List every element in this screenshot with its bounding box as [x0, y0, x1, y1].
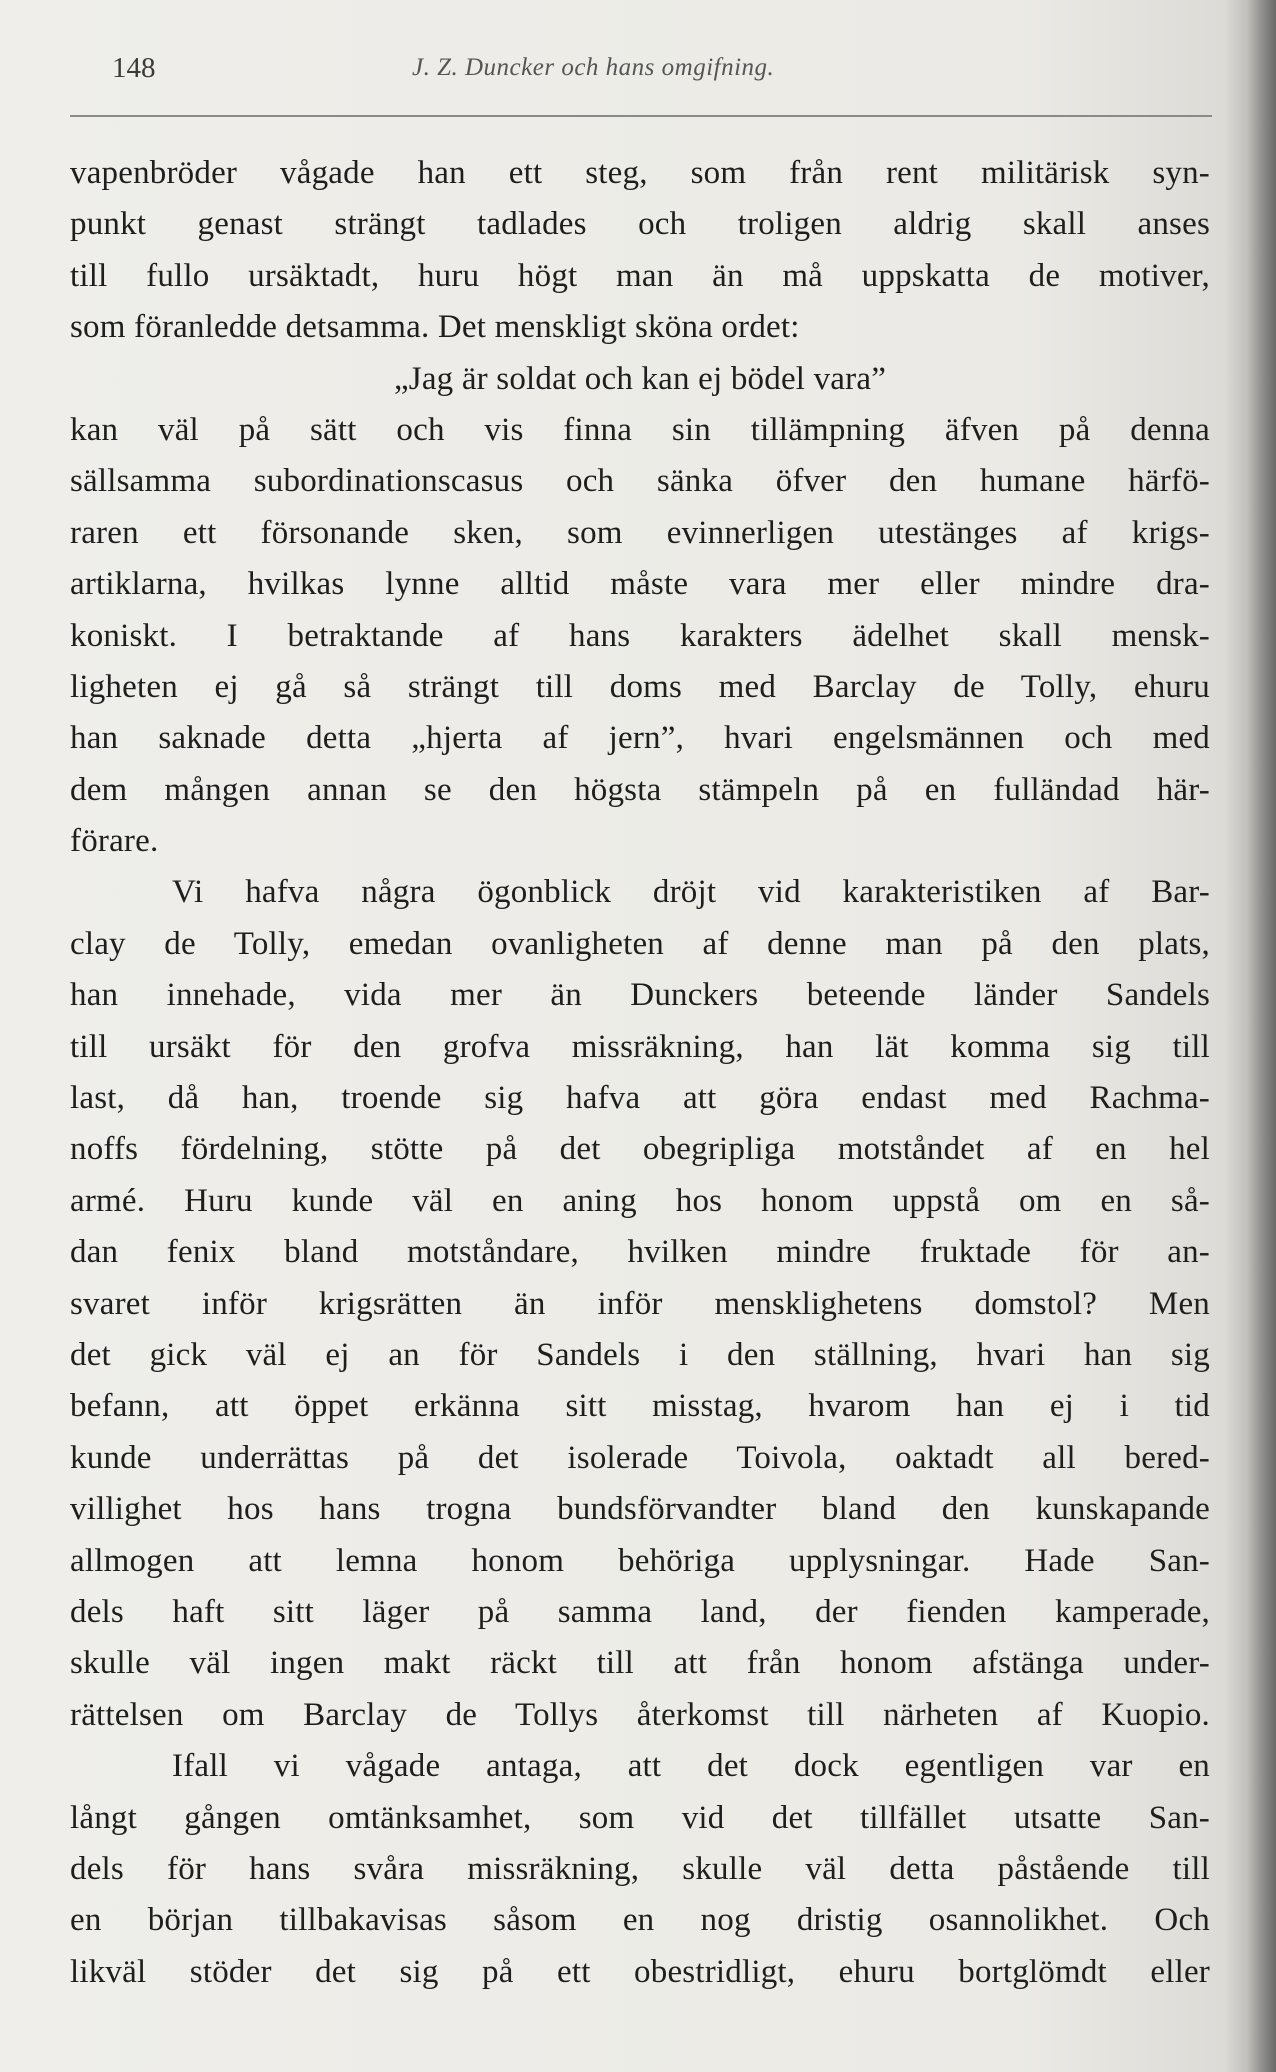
text-line: dels haft sitt läger på samma land, der fienden kamperade,	[70, 1593, 1210, 1630]
text-line: rättelsen om Barclay de Tollys återkomst till närheten af Kuopio.	[70, 1696, 1210, 1733]
text-line: „Jag är soldat och kan ej bödel vara”	[393, 360, 887, 397]
text-line: kunde underrättas på det isolerade Toivola, oaktadt all bered-	[70, 1439, 1210, 1476]
text-line: koniskt. I betraktande af hans karakters ädelhet skall mensk-	[70, 617, 1210, 654]
text-line: skulle väl ingen makt räckt till att från honom afstänga under-	[70, 1645, 1210, 1682]
text-line: raren ett försonande sken, som evinnerligen utestänges af krigs-	[70, 514, 1210, 551]
text-line: punkt genast strängt tadlades och troligen aldrig skall anses	[70, 206, 1210, 243]
page-number: 148	[112, 52, 156, 84]
text-line: kan väl på sätt och vis finna sin tillämpning äfven på denna	[70, 411, 1210, 448]
text-line: det gick väl ej an för Sandels i den ställning, hvari han sig	[70, 1336, 1210, 1373]
text-line: till fullo ursäktadt, huru högt man än må uppskatta de motiver,	[70, 257, 1210, 294]
text-line: befann, att öppet erkänna sitt misstag, hvarom han ej i tid	[70, 1388, 1210, 1425]
text-line: han innehade, vida mer än Dunckers beteende länder Sandels	[70, 977, 1210, 1014]
text-line: noffs fördelning, stötte på det obegripliga motståndet af en hel	[70, 1131, 1210, 1168]
text-line: ligheten ej gå så strängt till doms med Barclay de Tolly, ehuru	[70, 668, 1210, 705]
header-rule	[70, 115, 1212, 117]
text-line: sällsamma subordinationscasus och sänka öfver den humane härfö-	[70, 463, 1210, 500]
text-line: dan fenix bland motståndare, hvilken mindre fruktade för an-	[70, 1234, 1210, 1271]
text-line: svaret inför krigsrätten än inför mensklighetens domstol? Men	[70, 1285, 1210, 1322]
text-line: armé. Huru kunde väl en aning hos honom uppstå om en så-	[70, 1182, 1210, 1219]
page-header	[112, 52, 1212, 102]
text-line: dem mången annan se den högsta stämpeln på en fulländad här-	[70, 771, 1210, 808]
text-line: clay de Tolly, emedan ovanligheten af denne man på den plats,	[70, 925, 1210, 962]
text-line: till ursäkt för den grofva missräkning, han lät komma sig till	[70, 1028, 1210, 1065]
text-line: som föranledde detsamma. Det menskligt sköna ordet:	[70, 309, 800, 346]
text-line: Ifall vi vågade antaga, att det dock egentligen var en	[172, 1748, 1210, 1785]
text-line: last, då han, troende sig hafva att göra endast med Rachma-	[70, 1080, 1210, 1117]
text-line: långt gången omtänksamhet, som vid det tillfället utsatte San-	[70, 1799, 1210, 1836]
text-line: dels för hans svåra missräkning, skulle väl detta påstående till	[70, 1850, 1210, 1887]
text-line: förare.	[70, 823, 159, 860]
text-line: likväl stöder det sig på ett obestridligt, ehuru bortglömdt eller	[70, 1953, 1210, 1990]
page-edge-shadow	[1248, 0, 1276, 2072]
text-line: allmogen att lemna honom behöriga upplysningar. Hade San-	[70, 1542, 1210, 1579]
running-title: J. Z. Duncker och hans omgifning.	[412, 54, 775, 81]
text-line: vapenbröder vågade han ett steg, som från rent militärisk syn-	[70, 155, 1210, 191]
body-text	[70, 148, 1210, 1998]
text-line: artiklarna, hvilkas lynne alltid måste vara mer eller mindre dra-	[70, 566, 1210, 603]
text-line: en början tillbakavisas såsom en nog dristig osannolikhet. Och	[70, 1902, 1210, 1939]
text-line: villighet hos hans trogna bundsförvandter bland den kunskapande	[70, 1491, 1210, 1528]
text-line: Vi hafva några ögonblick dröjt vid karakteristiken af Bar-	[172, 874, 1210, 911]
text-line: han saknade detta „hjerta af jern”, hvari engelsmännen och med	[70, 720, 1210, 757]
